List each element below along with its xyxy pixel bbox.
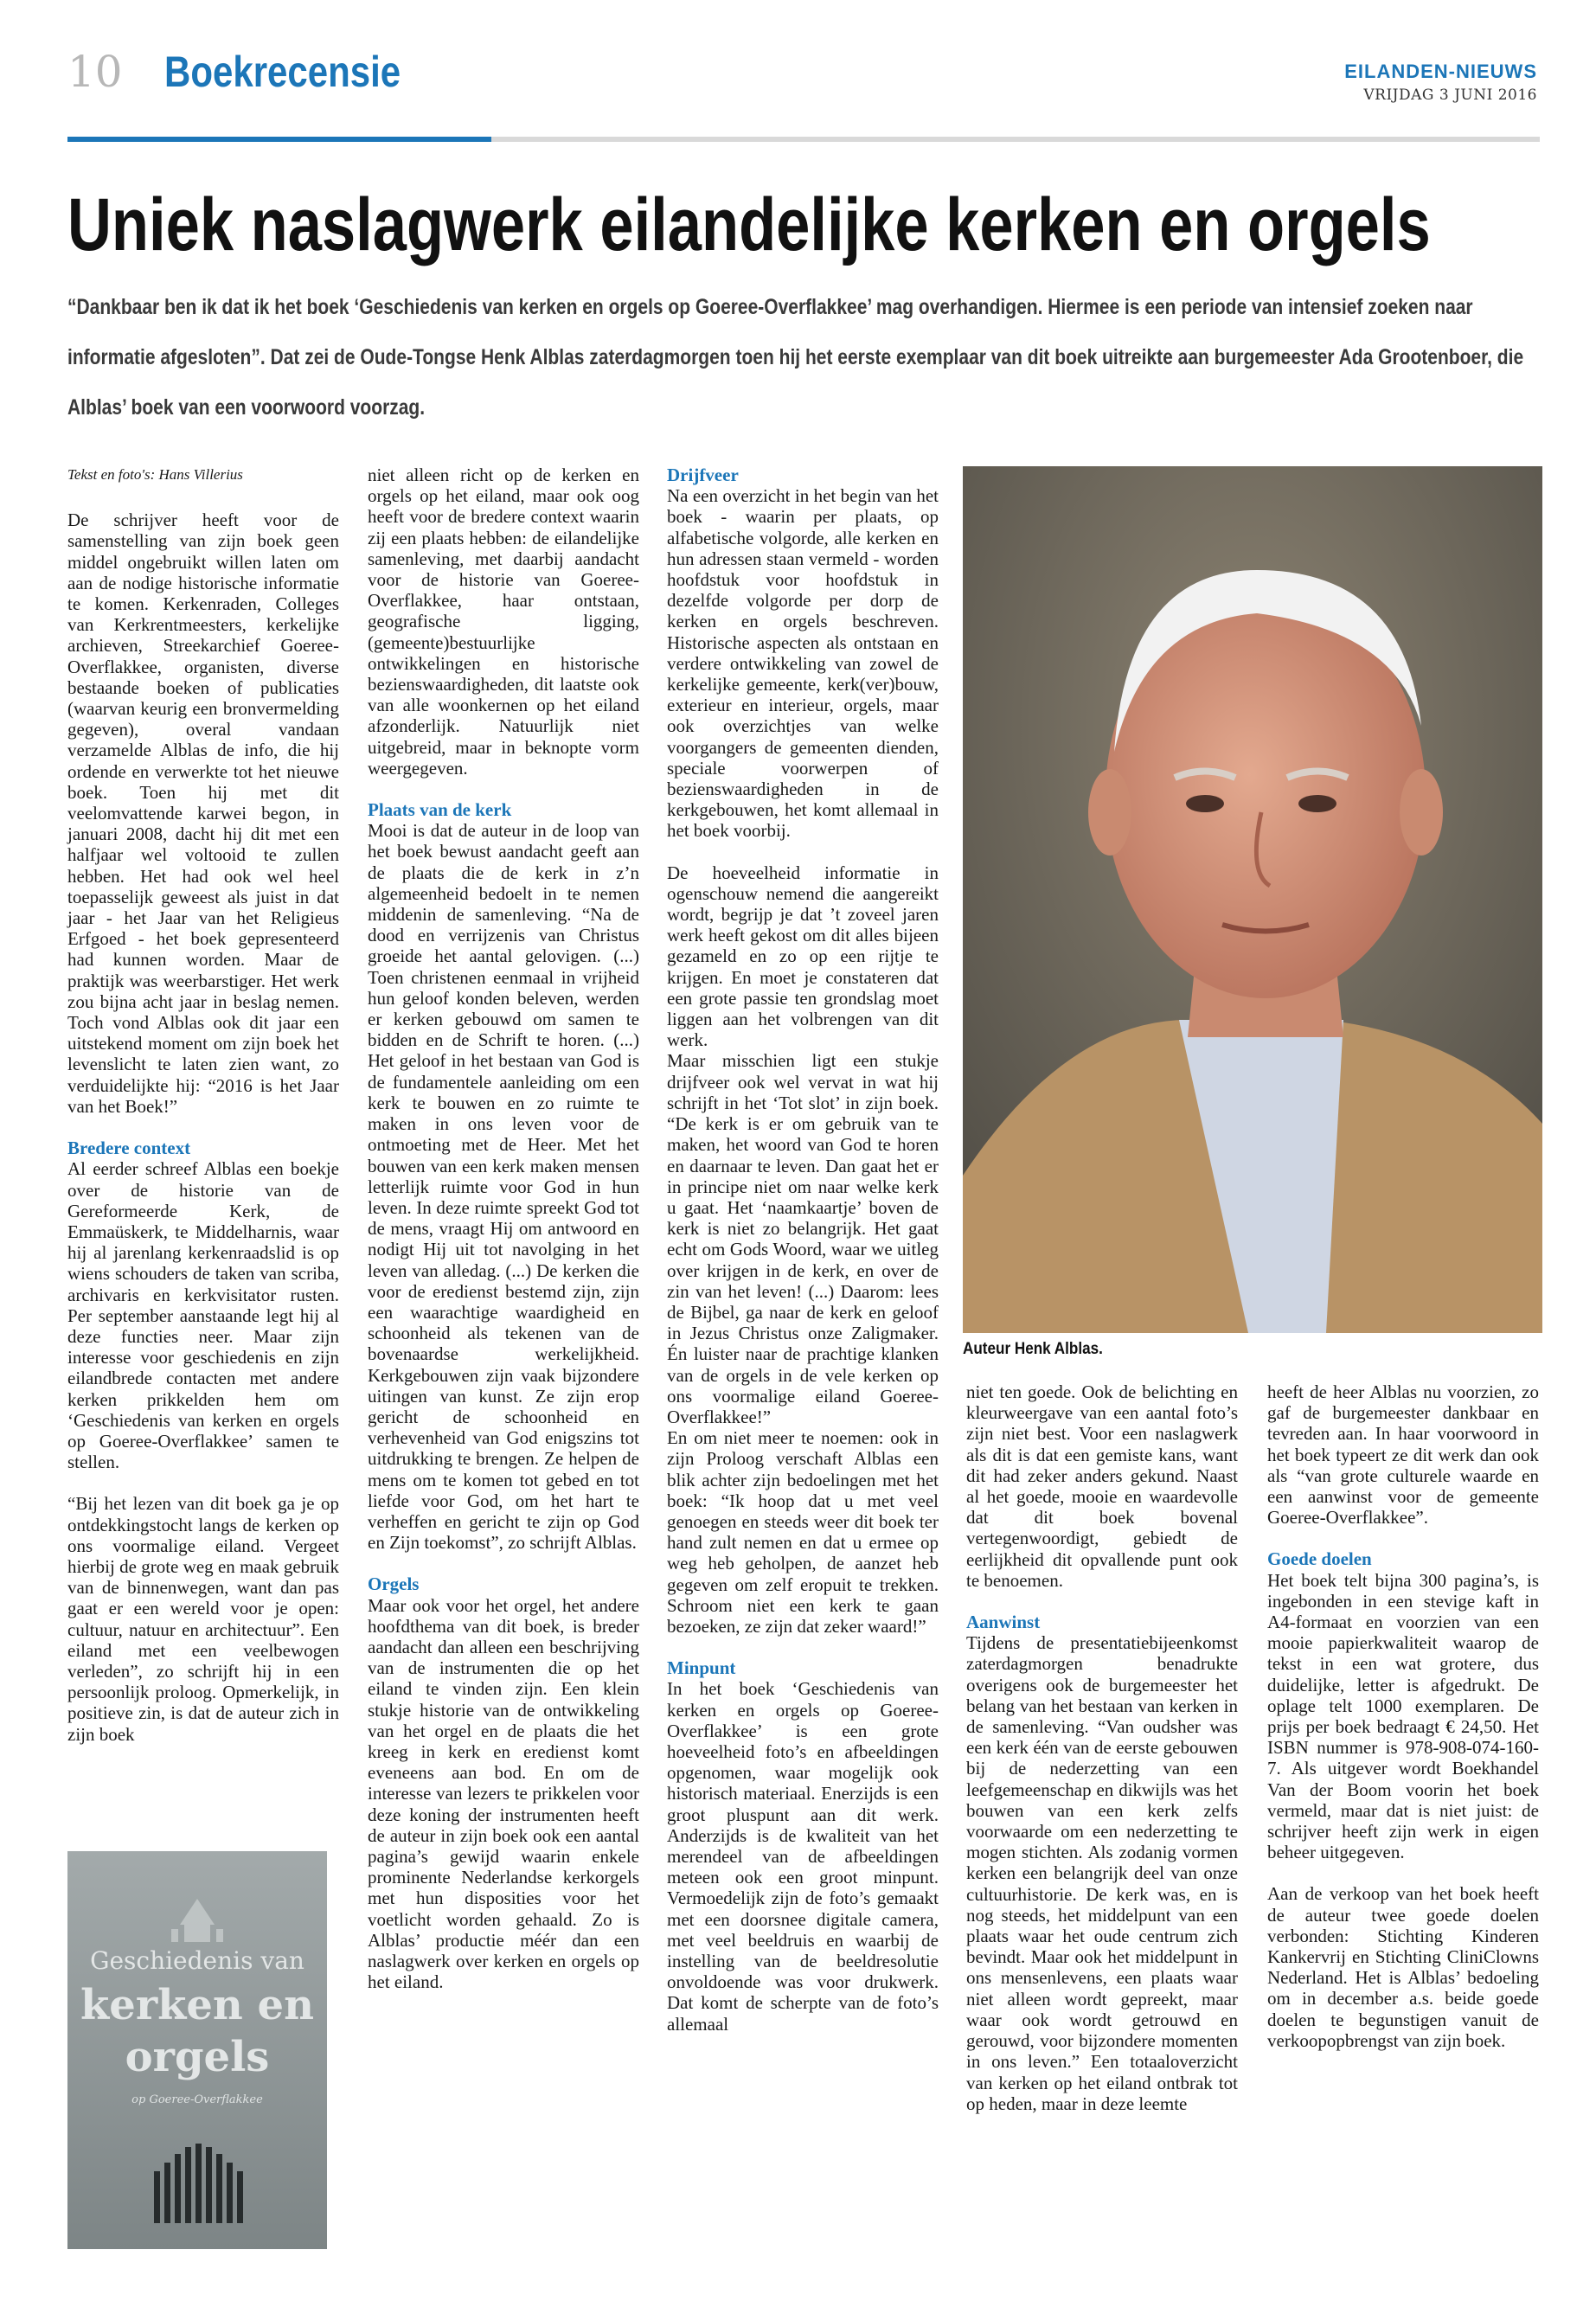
book-subtitle: op Goeree-Overflakkee [131, 2093, 263, 2106]
book-cover-image [67, 1851, 327, 2249]
text-column-2 [368, 465, 639, 1992]
paragraph: Het boek telt bijna 300 pagina’s, is ingebonden in een stevige kaft in A4-formaat en voorzien van een mooie papierkwaliteit waarop de tekst in een wat grotere, dus duidelijke, letter is afgedrukt. De oplage telt 1000 exemplaren. De prijs per boek bedraagt € 24,50. Het ISBN nummer is 978-908-074-160-7. Als uitgever wordt Boekhandel Van der Boom voorin het boek vermeld, maar dat is niet juist: de schrijver heeft zijn werk in eigen beheer uitgegeven. [1267, 1569, 1539, 1863]
article-headline: Uniek naslagwerk eilandelijke kerken en orgels [67, 183, 1431, 266]
author-photo [963, 466, 1542, 1333]
paragraph: Maar ook voor het orgel, het andere hoofdthema van dit boek, is breder aandacht dan alleen een beschrijving van de instrumenten die op het eiland te vinden zijn. Een klein stukje historie van de ontwikkeling van het orgel en de plaats die het kreeg in kerk en eredienst komt eveneens aan bod. En om de interesse van lezers te prikkelen voor deze koning der instrumenten heeft de auteur in zijn boek ook een aantal pagina’s gewijd waarin enkele prominente Nederlandse kerkorgels met hun disposities voor het voetlicht worden gehaald. Zo is Alblas’ productie méér dan een naslagwerk over kerken en orgels op het eiland. [368, 1594, 639, 1993]
paragraph: De hoeveelheid informatie in ogenschouw nemend die aangereikt wordt, begrijp je dat ’t zoveel jaren werk heeft gekost om dit alles bijeen gezameld en zo op een rijtje te krijgen. En moet je constateren dat een grote passie ten grondslag moet liggen aan het volbrengen van dit werk. [667, 862, 939, 1051]
photo-caption: Auteur Henk Alblas. [963, 1340, 1103, 1358]
subheading: Drijfveer [667, 465, 739, 485]
text-column-4 [966, 1381, 1238, 2114]
paragraph: niet alleen richt op de kerken en orgels op het eiland, maar ook oog heeft voor de bredere context waarin zij een plaats hebben: de eilandelijke samenleving, met daarbij aandacht voor de historie van Goeree-Overflakkee, haar ontstaan, geografische ligging, (gemeente)bestuurlijke ontwikkelingen en historische bezienswaardigheden, dit laatste ook van alle woonkernen op het eiland afzonderlijk. Natuurlijk niet uitgebreid, maar in beknopte vorm weergegeven. [368, 465, 639, 779]
paragraph: “Bij het lezen van dit boek ga je op ontdekkingstocht langs de kerken op ons voormalige eiland. Vergeet hierbij de grote weg en maak gebruik van de binnenwegen, want dan pas gaat er een wereld voor je open: cultuur, natuur en architectuur”. Een eiland met een veelbewogen verleden”, zo schrijft hij in een persoonlijk proloog. Opmerkelijk, in positieve zin, is dat de auteur zich in zijn boek [67, 1493, 339, 1745]
article-lead: “Dankbaar ben ik dat ik het boek ‘Geschiedenis van kerken en orgels op Goeree-Overflakkee’ mag overhandigen. Hiermee is een periode van intensief zoeken naar informatie afgesloten”. Dat zei de Oude-Tongse Henk Alblas zaterdagmorgen toen hij het eerste exemplaar van dit boek uitreikte aan burgemeester Ada Grootenboer, die Alblas’ boek van een voorwoord voorzag. [67, 295, 1524, 420]
book-title-line: Geschiedenis van [90, 1946, 304, 1975]
newspaper-logo: EILANDEN-NIEUWS [1344, 61, 1537, 82]
author-credit: Tekst en foto's: Hans Villerius [67, 466, 243, 483]
author-portrait [963, 466, 1542, 1333]
book-title-line: kerken en [80, 1981, 314, 2029]
paragraph: In het boek ‘Geschiedenis van kerken en orgels op Goeree-Overflakkee’ is een grote hoeveelheid foto’s en afbeeldingen opgenomen, waar mogelijk ook historisch materiaal. Enerzijds is een groot pluspunt aan dit werk. Anderzijds is de kwaliteit van het merendeel van de afbeeldingen meteen ook een groot minpunt. Vermoedelijk zijn de foto’s gemaakt met een doorsnee digitale camera, met veel beeldruis en waarbij de instelling van de beeldresolutie onvoldoende was voor drukwerk. Dat komt de scherpte van de foto’s allemaal [667, 1678, 939, 2035]
paragraph: En om niet meer te noemen: ook in zijn Proloog verschaft Alblas een blik achter zijn bedoelingen met het boek: “Ik hoop dat u met veel genoegen en steeds weer dit boek ter hand zult nemen en dat u ermee op weg heb geholpen, de aanzet heb gegeven om zelf eropuit te trekken. Schroom niet een kerk te gaan bezoeken, ze zijn dat zeker waard!” [667, 1427, 939, 1637]
subheading: Orgels [368, 1574, 420, 1595]
book-title-line: orgels [125, 2033, 270, 2081]
subheading: Minpunt [667, 1657, 736, 1679]
paragraph: De schrijver heeft voor de samenstelling van zijn boek geen middel ongebruikt willen laten om aan de nodige historische informatie te komen. Kerkenraden, Colleges van Kerkrentmeesters, kerkelijke archieven, Streekarchief Goeree-Overflakkee, organisten, diverse bestaande boeken of publicaties (waarvan keurig een bronvermelding gegeven), overal vandaan verzamelde Alblas de info, die hij ordende en verwerkte tot het nieuwe boek. Toen hij met dit veelomvattende karwei begon, in januari 2008, dacht hij dit met een halfjaar wel voltooid te zullen hebben. Het had ook wel heel toepasselijk geweest als juist in dat jaar - het Jaar van het Religieus Erfgoed - het boek gepresenteerd had kunnen worden. Maar de praktijk was weerbarstiger. Het werk zou bijna acht jaar in beslag nemen. Toch vond Alblas ook dit jaar een uitstekend moment om zijn boek het levenslicht te laten zien want, zo verduidelijkte hij: “2016 is het Jaar van het Boek!” [67, 510, 339, 1117]
section-title: Boekrecensie [164, 48, 401, 96]
subheading: Plaats van de kerk [368, 799, 512, 821]
text-column-1 [67, 465, 339, 1745]
issue-date: VRIJDAG 3 JUNI 2016 [1363, 87, 1537, 104]
paragraph: Aan de verkoop van het boek heeft de auteur twee goede doelen verbonden: Stichting Kinderen Kankervrij en Stichting CliniClowns Nederland. Het is Alblas’ bedoeling om in december a.s. beide goede doelen te begunstigen vanuit de verkoopopbrengst van zijn boek. [1267, 1883, 1539, 2051]
text-column-3 [667, 465, 939, 2035]
text-column-5 [1267, 1381, 1539, 2051]
page-number: 10 [67, 47, 123, 97]
subheading: Goede doelen [1267, 1548, 1372, 1570]
paragraph: Tijdens de presentatiebijeenkomst zaterdagmorgen benadrukte overigens ook de burgemeester het belang van het bestaan van kerken in de samenleving. “Van oudsher was een kerk één van de eerste gebouwen bij de nederzetting van een leefgemeenschap en dikwijls was het bouwen van een kerk zelfs voorwaarde om een nederzetting te mogen stichten. Als zodanig vormen kerken een belangrijk deel van onze cultuurhistorie. De kerk was, en is nog steeds, het middelpunt van een plaats waar het oude centrum zich bevindt. Maar ook het middelpunt in ons mensenlevens, een plaats waar niet alleen wordt gepreekt, maar waar ook wordt getrouwd en gerouwd, voor bijzondere momenten in ons leven.” Een totaaloverzicht van kerken op het eiland ontbrak tot op heden, maar in deze leemte [966, 1632, 1238, 2114]
paragraph: heeft de heer Alblas nu voorzien, zo gaf de burgemeester dankbaar en tevreden aan. In haar voorwoord in het boek typeert ze dit werk dan ook als “van grote culturele waarde en een aanwinst voor de gemeente Goeree-Overflakkee”. [1267, 1381, 1539, 1529]
paragraph: Al eerder schreef Alblas een boekje over de historie van de Gereformeerde Kerk, de Emmaüskerk, te Middelharnis, waar hij al jarenlang kerkenraadslid is op wiens schouders de taken van scriba, archivaris en kerkvisitator rusten. Per september aanstaande legt hij al deze functies neer. Maar zijn interesse voor geschiedenis en zijn eilandbrede contacten met andere kerken prikkelden hem om ‘Geschiedenis van kerken en orgels op Goeree-Overflakkee’ samen te stellen. [67, 1158, 339, 1473]
paragraph: Maar misschien ligt een stukje drijfveer ook wel vervat in wat hij schrijft in het ‘Tot slot’ in zijn boek. “De kerk is er om gebruik van te maken, het woord van God te horen en daarnaar te leven. Dan gaat het er in principe niet om naar welke kerk u gaat. Het ‘naamkaartje’ boven de kerk is niet zo belangrijk. Het gaat echt om Gods Woord, waar we uitleg over krijgen in de kerk, en over de zin van het leven! (...) Daarom: lees de Bijbel, ga naar de kerk en geloof in Jezus Christus onze Zaligmaker. Én luister naar de prachtige klanken van de orgels in de vele kerken op ons voormalige eiland Goeree-Overflakkee!” [667, 1050, 939, 1427]
subheading: Bredere context [67, 1138, 191, 1159]
paragraph: niet ten goede. Ook de belichting en kleurweergave van een aantal foto’s zijn niet best. Voor een naslagwerk als dit is dat een gemiste kans, want dit had zeker anders gekund. Naast al het goede, mooie en waardevolle dat dit boek bovenal vertegenwoordigt, gebiedt de eerlijkheid dit opvallende punt ook te benoemen. [966, 1381, 1238, 1591]
header-rule-accent [67, 137, 491, 142]
subheading: Aanwinst [966, 1612, 1041, 1633]
paragraph: Mooi is dat de auteur in de loop van het boek bewust aandacht geeft aan de plaats die de kerk in z’n algemeenheid bedoelt in te nemen middenin de samenleving. “Na de dood en verrijzenis van Christus groeide het aantal gelovigen. (...) Toen christenen eenmaal in vrijheid hun geloof konden beleven, werden er kerken gebouwd om samen te bidden en de Schrift te horen. (...) Het geloof in het bestaan van God is de fundamentele aanleiding om een kerk te bouwen en zo ruimte te maken in ons leven voor de ontmoeting met de Heer. Met het bouwen van een kerk maken mensen letterlijk ruimte voor God in hun leven. In deze ruimte spreekt God tot de mens, vraagt Hij om antwoord en nodigt Hij uit tot navolging in het leven van alledag. (...) De kerken die voor de eredienst bestemd zijn, zijn een waarachtige waardigheid en schoonheid als tekenen van de bovenaardse werkelijkheid. Kerkgebouwen zijn vaak bijzondere uitingen van kunst. Ze zijn erop gericht de schoonheid en verhevenheid van God enigszins tot uitdrukking te brengen. Ze helpen de mens om te komen tot gebed en tot liefde voor God, om het hart te verheffen en gericht te zijn op God en Zijn toekomst”, zo schrijft Alblas. [368, 820, 639, 1554]
paragraph: Na een overzicht in het begin van het boek - waarin per plaats, op alfabetische volgorde, alle kerken en hun adressen staan vermeld - worden hoofdstuk voor hoofdstuk in dezelfde volgorde per dorp de kerken en orgels beschreven. Historische aspecten als ontstaan en verdere ontwikkeling van zowel de kerkelijke gemeente, kerk(ver)bouw, exterieur en interieur, orgels, maar ook overzichtjes van welke voorgangers de gemeenten dienden, speciale voorwerpen of bezienswaardigheden in de kerkgebouwen, het komt allemaal in het boek voorbij. [667, 485, 939, 842]
